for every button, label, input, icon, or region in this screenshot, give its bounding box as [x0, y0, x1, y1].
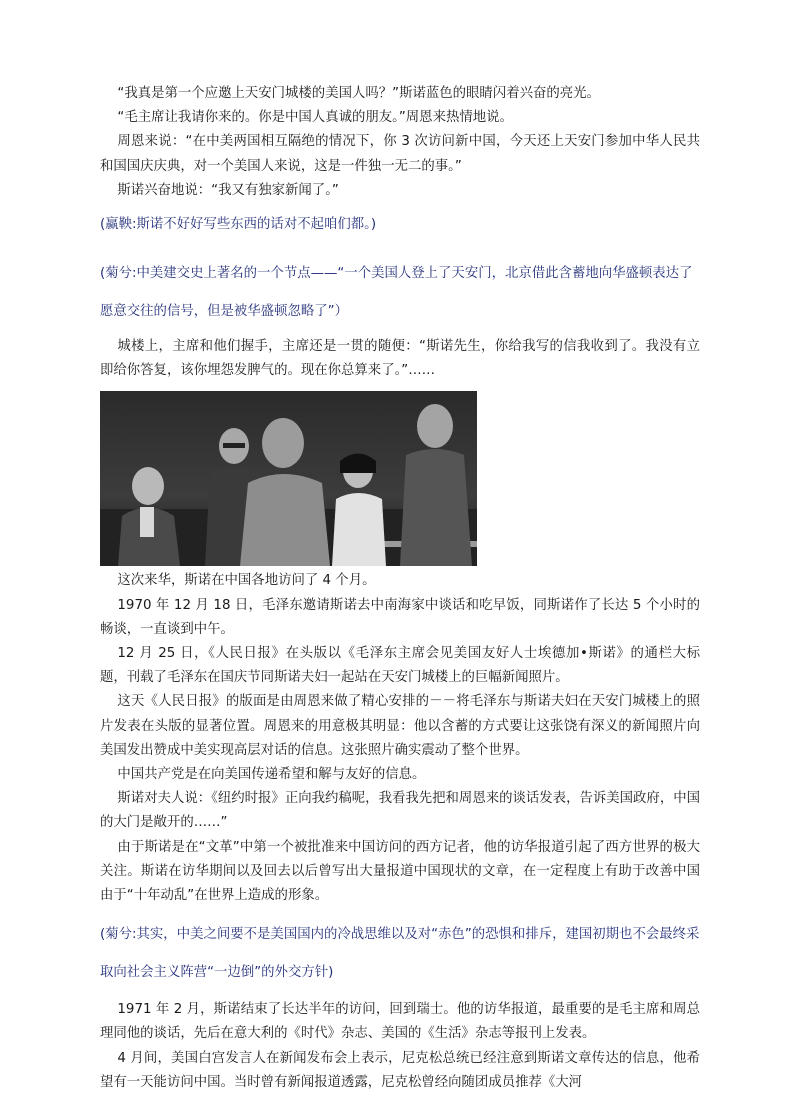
paragraph: 城楼上，主席和他们握手，主席还是一贯的随便：“斯诺先生，你给我写的信我收到了。我没有立即给你答复，该你埋怨发脾气的。现在你总算来了。”…… — [100, 339, 700, 379]
paragraph: 中国共产党是在向美国传递希望和解与友好的信息。 — [117, 767, 426, 783]
paragraph: 4 月间，美国白宫发言人在新闻发布会上表示，尼克松总统已经注意到斯诺文章传达的信息，他希望有一天能访问中国。当时曾有新闻报道透露，尼克松曾经向随团成员推荐《大河 — [100, 1050, 700, 1090]
historical-photo — [100, 391, 477, 566]
paragraph: 由于斯诺是在“文革”中第一个被批准来中国访问的西方记者，他的访华报道引起了西方世界的极大关注。斯诺在访华期间以及回去以后曾写出大量报道中国现状的文章，在一定程度上有助于改善中国由于“十年动乱”在世界上造成的形象。 — [100, 839, 700, 904]
paragraph: 1971 年 2 月，斯诺结束了长达半年的访问，回到瑞士。他的访华报道，最重要的是毛主席和周总理同他的谈话，先后在意大利的《时代》杂志、美国的《生活》杂志等报刊上发表。 — [100, 1002, 700, 1042]
paragraph: “毛主席让我请你来的。你是中国人真诚的朋友。”周恩来热情地说。 — [117, 110, 513, 126]
paragraph: 12 月 25 日，《人民日报》在头版以《毛泽东主席会见美国友好人士埃德加•斯诺》的通栏大标题，刊载了毛泽东在国庆节同斯诺夫妇一起站在天安门城楼上的巨幅新闻照片。 — [100, 646, 700, 686]
paragraph: 周恩来说：“在中美两国相互隔绝的情况下，你 3 次访问新中国，今天还上天安门参加中华人民共和国国庆庆典，对一个美国人来说，这是一件独一无二的事。” — [100, 134, 700, 174]
paragraph: 斯诺兴奋地说：“我又有独家新闻了。” — [117, 182, 339, 198]
commentary-note: (菊兮:其实，中美之间要不是美国国内的冷战思维以及对“赤色”的恐惧和排斥，建国初期也不会最终采取向社会主义阵营“一边倒”的外交方针) — [100, 927, 700, 981]
commentary-note: (赢鞅:斯诺不好好写些东西的话对不起咱们都。) — [100, 217, 377, 233]
paragraph: 这次来华，斯诺在中国各地访问了 4 个月。 — [117, 573, 376, 589]
commentary-note: (菊兮:中美建交史上著名的一个节点——“一个美国人登上了天安门，北京借此含蓄地向华盛顿表达了愿意交往的信号，但是被华盛顿忽略了”） — [100, 266, 693, 320]
paragraph: 1970 年 12 月 18 日，毛泽东邀请斯诺去中南海家中谈话和吃早饭，同斯诺作了长达 5 个小时的畅谈，一直谈到中午。 — [100, 597, 700, 637]
paragraph: “我真是第一个应邀上天安门城楼的美国人吗？”斯诺蓝色的眼睛闪着兴奋的亮光。 — [117, 86, 600, 101]
document-page — [100, 82, 700, 1095]
paragraph: 斯诺对夫人说：《纽约时报》正向我约稿呢，我看我先把和周恩来的谈话发表，告诉美国政府，中国的大门是敞开的……” — [100, 791, 700, 831]
paragraph: 这天《人民日报》的版面是由周恩来做了精心安排的－－将毛泽东与斯诺夫妇在天安门城楼上的照片发表在头版的显著位置。周恩来的用意极其明显：他以含蓄的方式要让这张饶有深义的新闻照片向美国发出赞成中美实现高层对话的信息。这张照片确实震动了整个世界。 — [100, 694, 700, 758]
